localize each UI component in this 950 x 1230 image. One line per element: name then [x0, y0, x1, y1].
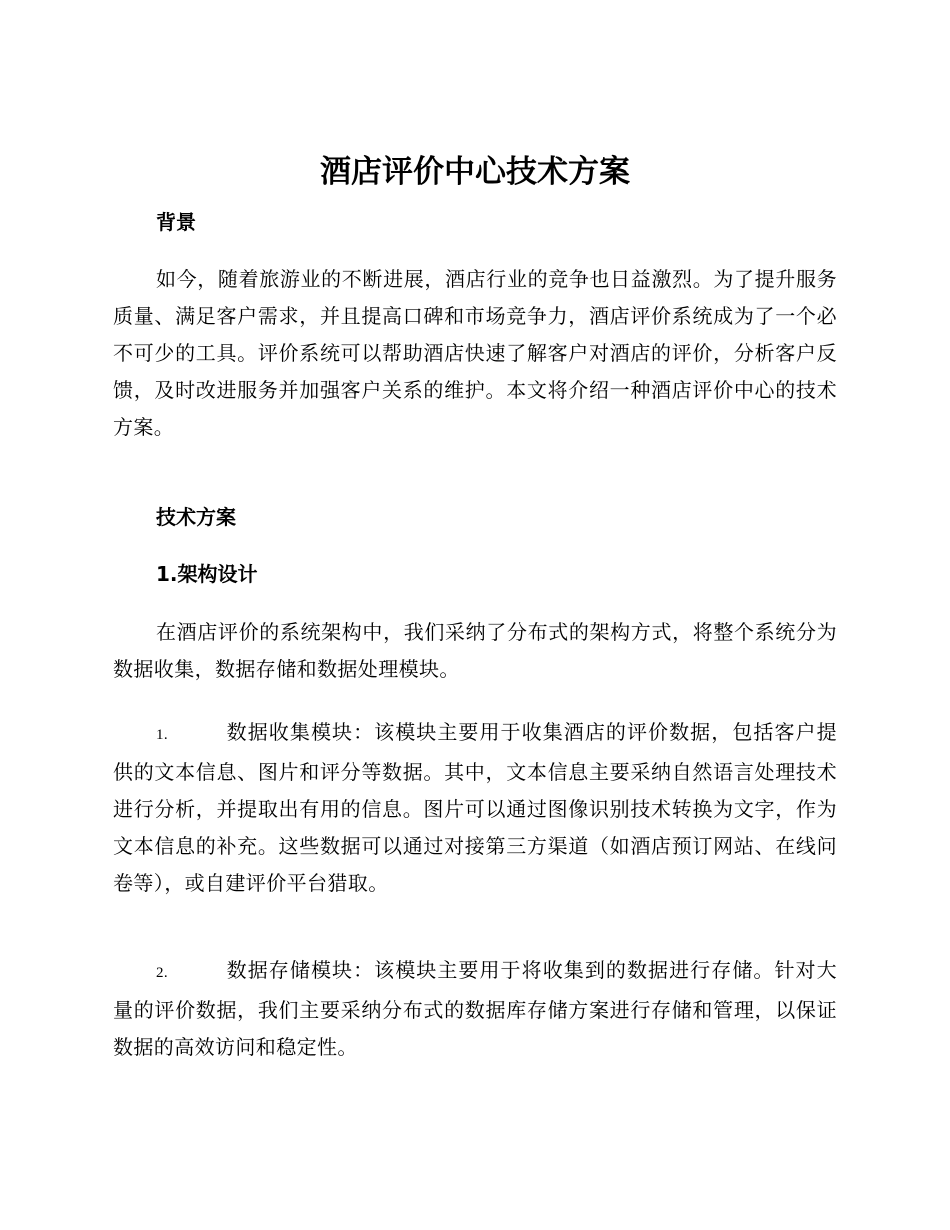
list-item-number: 1.	[156, 727, 169, 743]
solution-heading: 技术方案	[156, 505, 236, 529]
list-item-text: 数据存储模块：该模块主要用于将收集到的数据进行存储。针对大量的评价数据，我们主要采纳分布式的数据库存储方案进行存储和管理，以保证数据的高效访问和稳定性。	[113, 958, 837, 1059]
list-item-text: 数据收集模块：该模块主要用于收集酒店的评价数据，包括客户提供的文本信息、图片和评分等数据。其中，文本信息主要采纳自然语言处理技术进行分析，并提取出有用的信息。图片可以通过图像识别技术转换为文字，作为文本信息的补充。这些数据可以通过对接第三方渠道（如酒店预订网站、在线问卷等），或自建评价平台猎取。	[113, 720, 837, 895]
architecture-heading: 1.架构设计	[156, 562, 258, 586]
background-heading: 背景	[156, 210, 196, 234]
list-item-data-storage	[113, 952, 837, 1066]
list-item-number: 2.	[156, 965, 169, 981]
document-title: 酒店评价中心技术方案	[320, 154, 630, 190]
background-paragraph: 如今，随着旅游业的不断进展，酒店行业的竞争也日益激烈。为了提升服务质量、满足客户需求，并且提高口碑和市场竞争力，酒店评价系统成为了一个必不可少的工具。评价系统可以帮助酒店快速了解客户对酒店的评价，分析客户反馈，及时改进服务并加强客户关系的维护。本文将介绍一种酒店评价中心的技术方案。	[113, 267, 837, 439]
architecture-paragraph: 在酒店评价的系统架构中，我们采纳了分布式的架构方式，将整个系统分为数据收集，数据存储和数据处理模块。	[113, 620, 837, 681]
list-item-data-collection	[113, 714, 837, 902]
